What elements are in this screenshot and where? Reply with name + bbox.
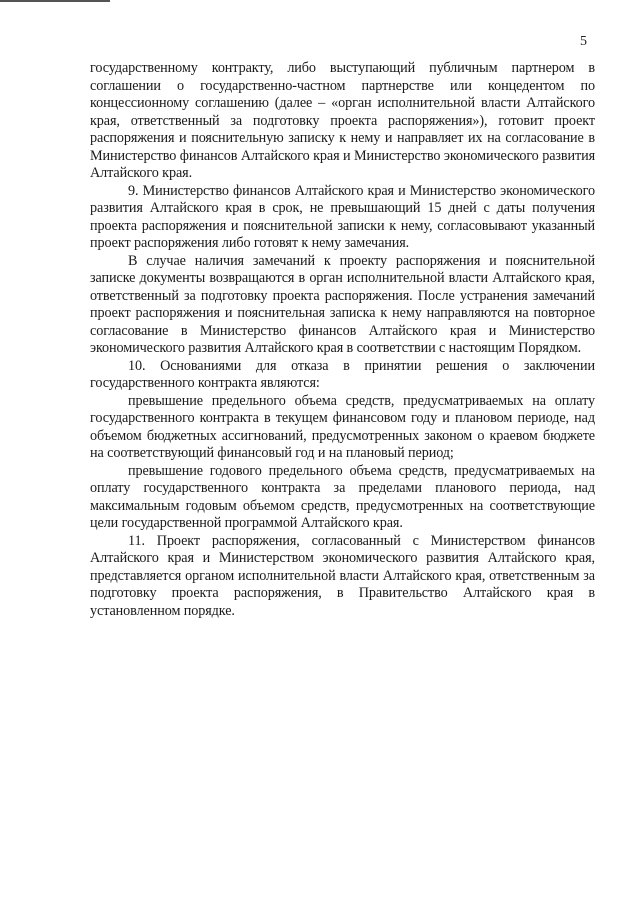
paragraph-continuation: государственному контракту, либо выступающий публичным партнером в соглашении о государственно-частном партнерстве или концедентом по концессионному соглашению (далее – «орган исполнительной власти Алтайского края, ответственный за подготовку проекта распоряжения»), готовит проект распоряжения и пояснительную записку к нему и направляет их на согласование в Министерство финансов Алтайского края и Министерство экономического развития Алтайского края.: [90, 60, 595, 181]
scan-edge-mark: [0, 0, 110, 2]
document-body: [90, 60, 595, 620]
paragraph-remarks: В случае наличия замечаний к проекту распоряжения и пояснительной записке документы возвращаются в орган исполнительной власти Алтайского края, ответственный за подготовку проекта распоряжения. После устранения замечаний проект распоряжения и пояснительная записка к нему направляются на повторное согласование в Министерство финансов Алтайского края и Министерство экономического развития Алтайского края в соответствии с настоящим Порядком.: [90, 252, 595, 356]
paragraph-clause-9: 9. Министерство финансов Алтайского края и Министерство экономического развития Алтайского края в срок, не превышающий 15 дней с даты получения проекта распоряжения и пояснительной записки к нему, согласовывают указанный проект распоряжения либо готовят к нему замечания.: [90, 182, 595, 251]
paragraph-clause-10: 10. Основаниями для отказа в принятии решения о заключении государственного контракта являются:: [90, 357, 595, 391]
paragraph-refusal-ground-2: превышение годового предельного объема средств, предусматриваемых на оплату государственного контракта за пределами планового периода, над максимальным годовым объемом средств, предусмотренных на соответствующие цели государственной программой Алтайского края.: [90, 462, 595, 531]
paragraph-clause-11: 11. Проект распоряжения, согласованный с Министерством финансов Алтайского края и Министерством экономического развития Алтайского края, представляется органом исполнительной власти Алтайского края, ответственным за подготовку проекта распоряжения, в Правительство Алтайского края в установленном порядке.: [90, 532, 595, 619]
paragraph-refusal-ground-1: превышение предельного объема средств, предусматриваемых на оплату государственного контракта в текущем финансовом году и плановом периоде, над объемом бюджетных ассигнований, предусмотренных законом о краевом бюджете на соответствующий финансовый год и на плановый период;: [90, 392, 595, 461]
page-number: 5: [580, 34, 587, 49]
